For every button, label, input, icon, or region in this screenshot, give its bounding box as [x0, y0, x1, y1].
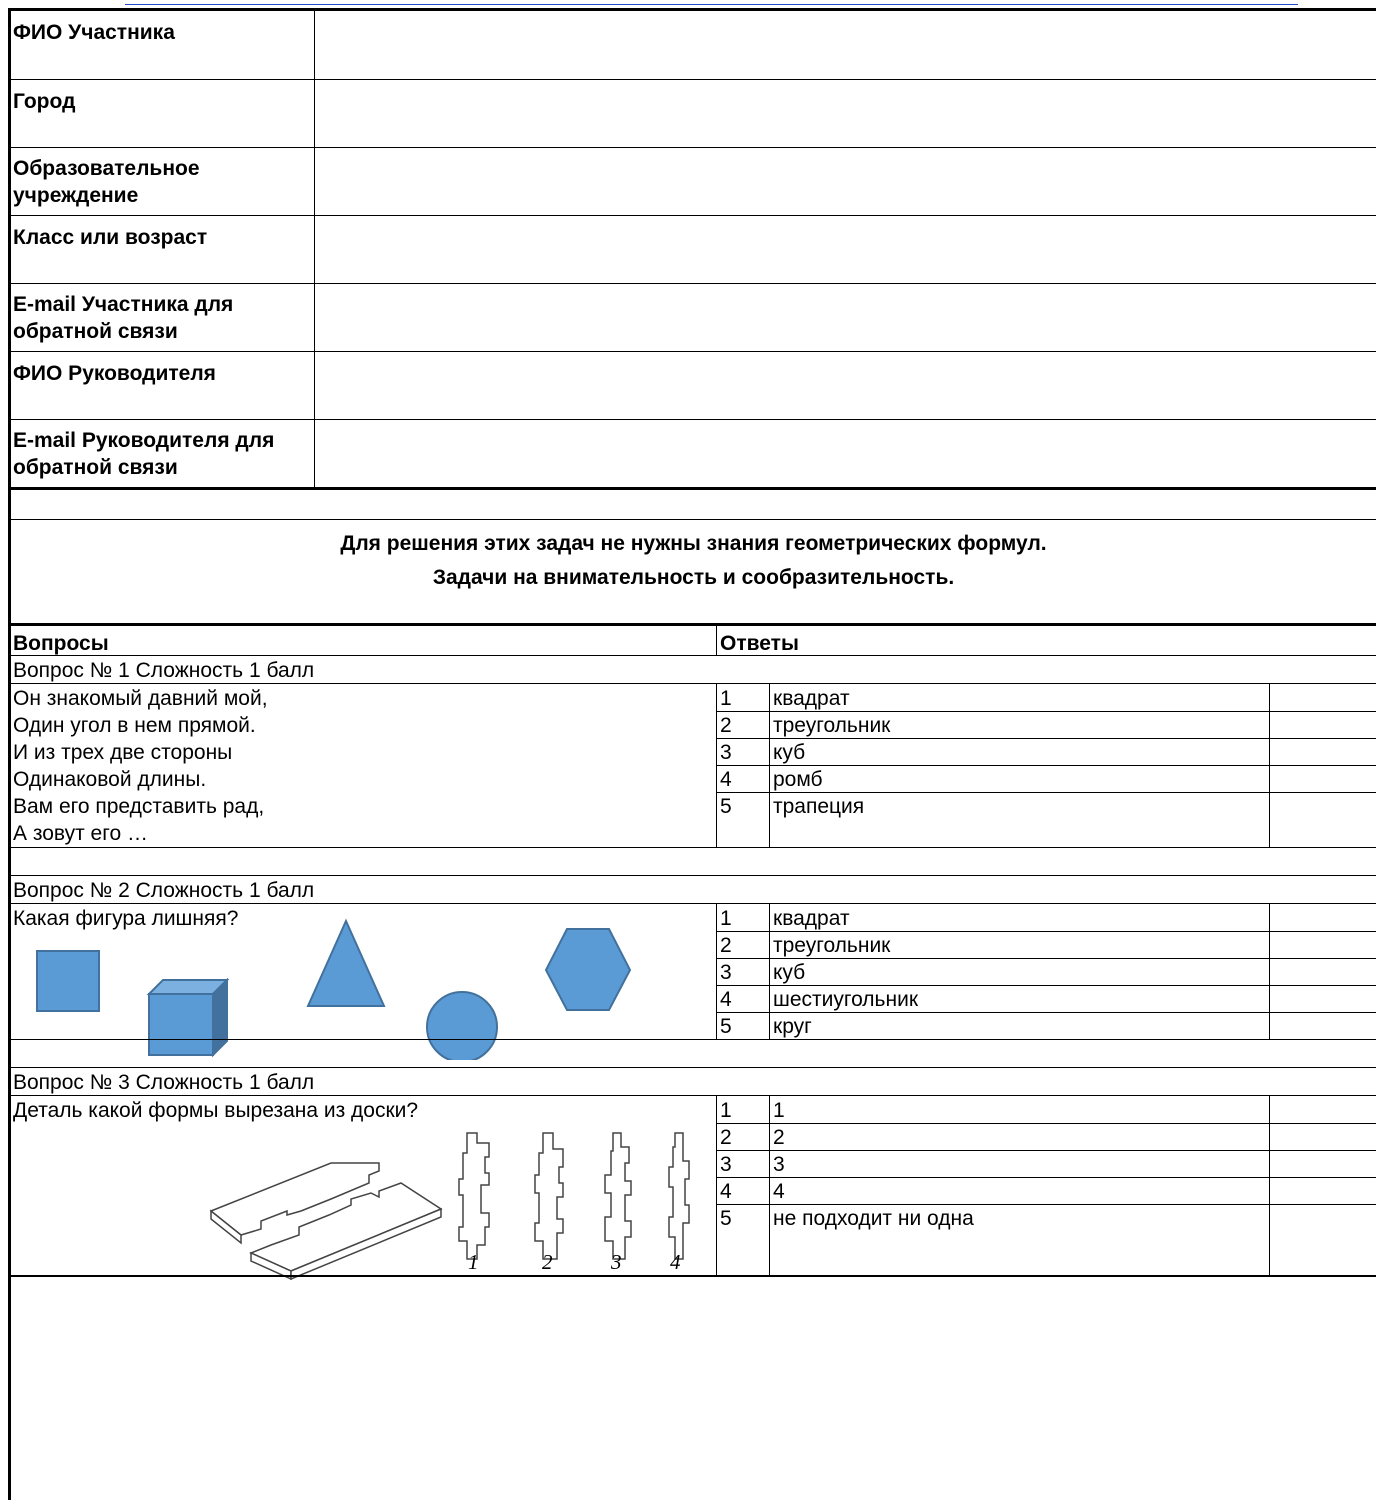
- question-text-line: Он знакомый давний мой,: [13, 687, 268, 710]
- form-line: [11, 79, 1376, 80]
- answer-line: [716, 1177, 1376, 1178]
- table-line: [11, 847, 1376, 848]
- participant-email-field[interactable]: [321, 287, 1371, 347]
- answer-option[interactable]: 4: [773, 1180, 785, 1203]
- answer-number: 2: [720, 1126, 732, 1149]
- answer-option[interactable]: треугольник: [773, 934, 891, 957]
- answer-number: 4: [720, 988, 732, 1011]
- intro-line: Для решения этих задач не нужны знания геометрических формул.: [340, 532, 1047, 555]
- table-line: [11, 1067, 1376, 1068]
- form-label: Город: [13, 90, 76, 113]
- table-line: [11, 1095, 1376, 1096]
- question-title: Вопрос № 2 Сложность 1 балл: [13, 879, 315, 902]
- supervisor-email-field[interactable]: [321, 423, 1371, 483]
- answer-number: 5: [720, 1015, 732, 1038]
- answer-option[interactable]: 1: [773, 1099, 785, 1122]
- question-text-line: Какая фигура лишняя?: [13, 907, 239, 930]
- table-line: [11, 683, 1376, 684]
- board-cutout-figure: [201, 1123, 711, 1283]
- answer-option[interactable]: куб: [773, 741, 806, 764]
- form-label: ФИО Руководителя: [13, 362, 216, 385]
- question-title: Вопрос № 1 Сложность 1 балл: [13, 659, 315, 682]
- form-line: [11, 283, 1376, 284]
- form-line: [11, 147, 1376, 148]
- cube-shape: [149, 980, 227, 1055]
- answer-option[interactable]: куб: [773, 961, 806, 984]
- table-line: [11, 1039, 1376, 1040]
- table-line: [11, 655, 1376, 656]
- answer-option[interactable]: 2: [773, 1126, 785, 1149]
- header-divider: [716, 625, 717, 655]
- answer-divider: [769, 904, 770, 1039]
- answer-number: 2: [720, 714, 732, 737]
- answer-number: 3: [720, 961, 732, 984]
- institution-field[interactable]: [321, 151, 1371, 211]
- question-text-line: Вам его представить рад,: [13, 795, 265, 818]
- square-shape: [37, 951, 99, 1011]
- form-line: [11, 215, 1376, 216]
- form-label: E-mail Участника для обратной связи: [13, 293, 234, 343]
- question-text-line: А зовут его …: [13, 822, 148, 845]
- figure-label: 4: [670, 1250, 681, 1274]
- answer-option[interactable]: квадрат: [773, 907, 850, 930]
- figure-label: 2: [542, 1250, 553, 1274]
- form-label: Образовательное учреждение: [13, 157, 200, 207]
- questions-header: Вопросы: [13, 632, 109, 655]
- answer-divider: [716, 904, 717, 1039]
- question-title: Вопрос № 3 Сложность 1 балл: [13, 1071, 315, 1094]
- triangle-shape: [308, 921, 384, 1006]
- answer-line: [716, 1150, 1376, 1151]
- form-line: [11, 351, 1376, 352]
- question-text-line: Деталь какой формы вырезана из доски?: [13, 1099, 419, 1122]
- piece-outlines: [459, 1133, 689, 1259]
- answer-number: 1: [720, 907, 732, 930]
- answer-option[interactable]: круг: [773, 1015, 812, 1038]
- answer-option[interactable]: ромб: [773, 768, 823, 791]
- city-field[interactable]: [321, 83, 1371, 143]
- answer-number: 5: [720, 1207, 732, 1230]
- form-label: E-mail Руководителя для обратной связи: [13, 429, 275, 479]
- answer-number: 4: [720, 768, 732, 791]
- answer-divider: [1269, 904, 1270, 1039]
- table-line: [11, 1275, 1376, 1277]
- grade-field[interactable]: [321, 219, 1371, 279]
- form-label: ФИО Участника: [13, 21, 175, 44]
- supervisor-name-field[interactable]: [321, 355, 1371, 415]
- answer-option[interactable]: трапеция: [773, 795, 865, 818]
- answer-number: 5: [720, 795, 732, 818]
- answer-number: 3: [720, 741, 732, 764]
- answer-number: 1: [720, 1099, 732, 1122]
- table-line: [11, 875, 1376, 876]
- answer-option[interactable]: 3: [773, 1153, 785, 1176]
- answers-header: Ответы: [720, 632, 799, 655]
- participant-name-field[interactable]: [321, 15, 1371, 75]
- section-line: [11, 519, 1376, 520]
- answer-option[interactable]: квадрат: [773, 687, 850, 710]
- section-line: [11, 623, 1376, 626]
- question-text-line: И из трех две стороны: [13, 741, 233, 764]
- form-divider: [314, 11, 315, 488]
- form-bottom-border: [11, 487, 1376, 490]
- worksheet: [8, 8, 1376, 1500]
- board-drawing: [211, 1163, 441, 1279]
- form-line: [11, 419, 1376, 420]
- answer-number: 4: [720, 1180, 732, 1203]
- shapes-figure: [11, 904, 711, 1060]
- answer-option[interactable]: не подходит ни одна: [773, 1207, 974, 1230]
- answer-number: 2: [720, 934, 732, 957]
- circle-shape: [427, 992, 497, 1060]
- answer-number: 1: [720, 687, 732, 710]
- hexagon-shape: [546, 929, 630, 1010]
- answer-option[interactable]: шестиугольник: [773, 988, 919, 1011]
- question-text-line: Один угол в нем прямой.: [13, 714, 256, 737]
- answer-number: 3: [720, 1153, 732, 1176]
- form-label: Класс или возраст: [13, 226, 208, 249]
- figure-label: 1: [468, 1250, 479, 1274]
- answer-line: [716, 1123, 1376, 1124]
- intro-line: Задачи на внимательность и сообразительность.: [432, 566, 955, 589]
- figure-label: 3: [611, 1250, 622, 1274]
- hyperlink-underline[interactable]: [125, 0, 1298, 5]
- question-text-line: Одинаковой длины.: [13, 768, 207, 791]
- answer-option[interactable]: треугольник: [773, 714, 891, 737]
